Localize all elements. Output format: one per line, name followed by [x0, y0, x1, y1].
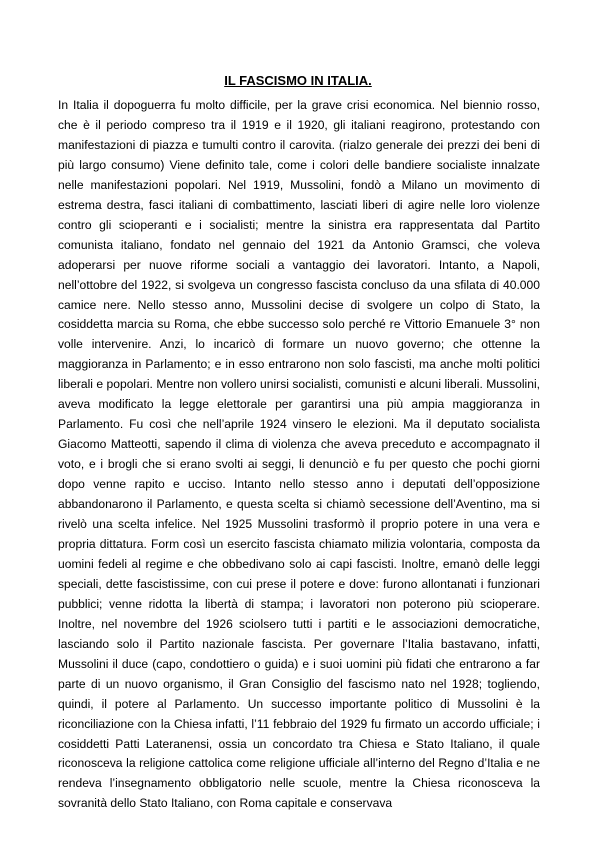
document-title: IL FASCISMO IN ITALIA. — [224, 73, 372, 88]
document-body-paragraph: In Italia il dopoguerra fu molto difficile, per la grave crisi economica. Nel biennio rosso, che è il periodo compreso tra il 1919 e il 1920, gli italiani reagirono, protestando con manifestazioni di piazza e tumulti contro il carovita. (rialzo generale dei prezzi dei beni di più largo consumo) Viene definito tale, come i colori delle bandiere socialiste innalzate nelle manifestazioni popolari. Nel 1919, Mussolini, fondò a Milano un movimento di estrema destra, fasci italiani di combattimento, lasciati liberi di agire nelle loro violenze contro gli scioperanti e i socialisti; mentre la sinistra era rappresentata dal Partito comunista italiano, fondato nel gennaio del 1921 da Antonio Gramsci, che voleva adoperarsi per nuove riforme sociali a vantaggio dei lavoratori. Intanto, a Napoli, nell’ottobre del 1922, si svolgeva un congresso fascista concluso da una sfilata di 40.000 camice nere. Nello stesso anno, Mussolini decise di svolgere un colpo di Stato, la cosiddetta marcia su Roma, che ebbe successo solo perché re Vittorio Emanuele 3° non volle intervenire. Anzi, lo incaricò di formare un nuovo governo; che ottenne la maggioranza in Parlamento; e in esso entrarono non solo fascisti, ma anche molti politici liberali e popolari. Mentre non vollero unirsi socialisti, comunisti e alcuni liberali. Mussolini, aveva modificato la legge elettorale per garantirsi una più ampia maggioranza in Parlamento. Fu così che nell’aprile 1924 vinsero le elezioni. Ma il deputato socialista Giacomo Matteotti, sapendo il clima di violenza che aveva preceduto e accompagnato il voto, e i brogli che si erano svolti ai seggi, li denunciò e fu per questo che pochi giorni dopo venne rapito e ucciso. Intanto nello stesso anno i deputati dell’opposizione abbandonarono il Parlamento, e questa scelta si chiamò secessione dell’Aventino, ma si rivelò una scelta infelice. Nel 1925 Mussolini trasformò il proprio potere in una vera e propria dittatura. Form così un esercito fascista chiamato milizia volontaria, composta da uomini fedeli al regime e che obbedivano solo ai capi fascisti. Inoltre, emanò delle leggi speciali, dette fascistissime, con cui prese il potere e dove: furono allontanati i funzionari pubblici; venne ridotta la libertà di stampa; i lavoratori non poterono più scioperare. Inoltre, nel novembre del 1926 sciolsero tutti i partiti e le associazioni democratiche, lasciando solo il Partito nazionale fascista. Per governare l’Italia bastavano, infatti, Mussolini il duce (capo, condottiero o guida) e i suoi uomini più fidati che entrarono a far parte di un nuovo organismo, il Gran Consiglio del fascismo nato nel 1928; togliendo, quindi, il potere al Parlamento. Un successo importante politico di Mussolini è la riconciliazione con la Chiesa infatti, l’11 febbraio del 1929 fu firmato un accordo ufficiale; i cosiddetti Patti Lateranensi, ossia un concordato tra Chiesa e Stato Italiano, il quale riconosceva la religione cattolica come religione ufficiale all’interno del Regno d’Italia e ne rendeva l’insegnamento obbligatorio nelle scuole, mentre la Chiesa riconosceva la sovranità dello Stato Italiano, con Roma capitale e conservava — [58, 98, 540, 811]
